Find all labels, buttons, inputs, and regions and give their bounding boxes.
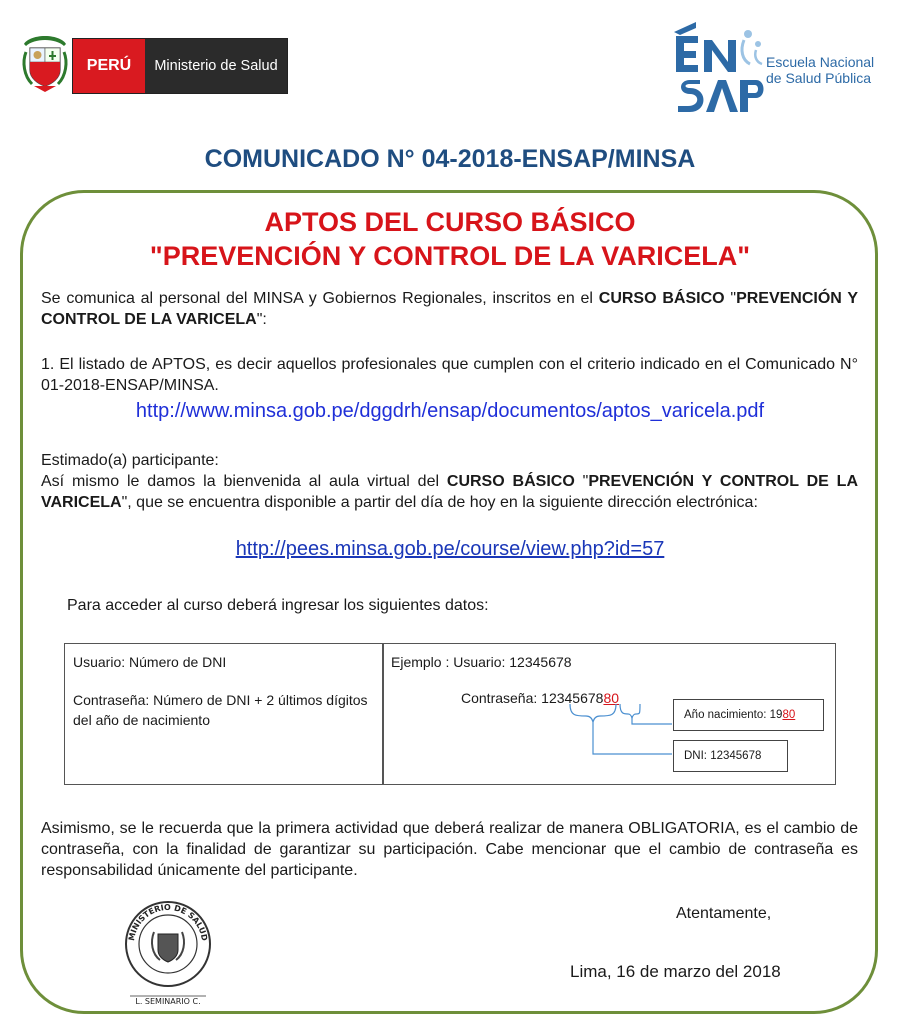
aptos-link[interactable]: http://www.minsa.gob.pe/dggdrh/ensap/documentos/aptos_varicela.pdf — [135, 400, 765, 422]
place-date: Lima, 16 de marzo del 2018 — [570, 962, 781, 981]
comunicado-heading: COMUNICADO N° 04-2018-ENSAP/MINSA — [204, 145, 696, 173]
greeting: Estimado(a) participante: — [41, 452, 219, 469]
coat-of-arms-icon — [18, 32, 72, 94]
bracket-connectors — [540, 702, 680, 772]
password-label: Contraseña: Número de DNI + 2 últimos dígitos del año de nacimiento — [73, 692, 368, 728]
example-user: Ejemplo : Usuario: 12345678 — [391, 654, 572, 670]
peru-label: PERÚ — [73, 39, 145, 93]
ensap-name — [766, 54, 874, 86]
ensap-mark-icon — [670, 18, 766, 118]
course-link[interactable]: http://pees.minsa.gob.pe/course/view.php?id=57 — [235, 538, 665, 560]
reminder-paragraph: Asimismo, se le recuerda que la primera actividad que deberá realizar de manera OBLIGATORIA, es el cambio de contraseña, con la finalidad de garantizar su participación. Cabe mencionar que el cambio de contraseña es responsabilidad únicamente del participante. — [41, 820, 858, 879]
ensap-line1: Escuela Nacional — [766, 54, 875, 70]
svg-text:MINISTERIO DE SALUD: MINISTERIO DE SALUD — [127, 902, 209, 942]
dni-box: DNI: 12345678 — [673, 740, 788, 772]
example-password: Contraseña: 1234567880 — [461, 690, 620, 706]
intro-paragraph: Se comunica al personal del MINSA y Gobiernos Regionales, inscritos en el CURSO BÁSICO "PREVENCIÓN Y CONTROL DE LA VARICELA": — [41, 290, 859, 328]
item1-paragraph: 1. El listado de APTOS, es decir aquellos profesionales que cumplen con el criterio indicado en el Comunicado N° 01-2018-ENSAP/MINSA. — [41, 356, 858, 394]
user-label: Usuario: Número de DNI — [73, 654, 227, 670]
ensap-logo — [670, 18, 890, 118]
table-divider — [382, 643, 384, 785]
minsa-logo — [18, 32, 286, 94]
title-line1: APTOS DEL CURSO BÁSICO — [264, 207, 636, 237]
ministry-label: Ministerio de Salud — [145, 39, 287, 93]
official-seal-icon — [118, 898, 218, 1006]
closing: Atentamente, — [676, 905, 772, 922]
birth-year-box: Año nacimiento: 19 80 — [673, 699, 824, 731]
welcome-paragraph: Así mismo le damos la bienvenida al aula virtual del CURSO BÁSICO "PREVENCIÓN Y CONTROL DE LA VARICELA", que se encuentra disponible a partir del día de hoy en la siguiente dirección electrónica: — [41, 473, 859, 511]
ensap-line2: de Salud Pública — [766, 70, 872, 86]
minsa-badge — [72, 38, 288, 94]
title-line2: "PREVENCIÓN Y CONTROL DE LA VARICELA" — [149, 241, 751, 271]
svg-text:L. SEMINARIO C.: L. SEMINARIO C. — [135, 997, 201, 1006]
access-text: Para acceder al curso deberá ingresar los siguientes datos: — [67, 597, 489, 614]
